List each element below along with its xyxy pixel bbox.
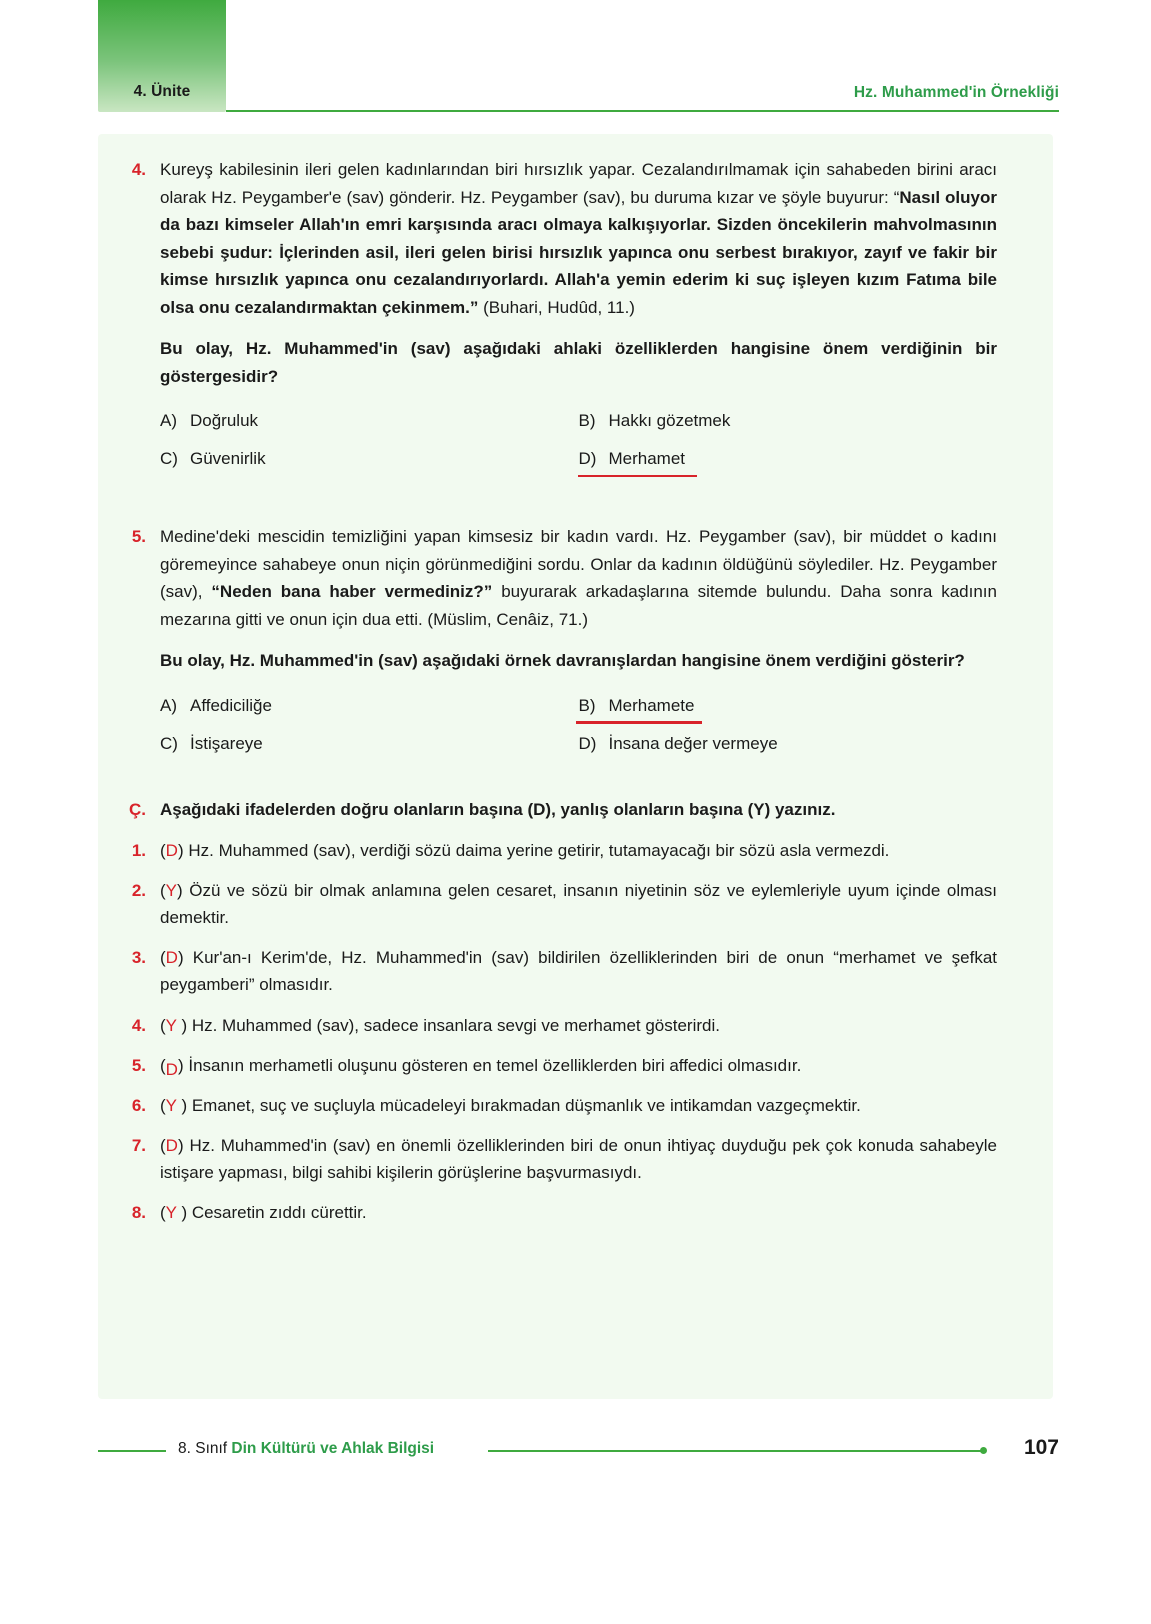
item-answer[interactable]: Y <box>165 1095 177 1115</box>
item-text: Hz. Muhammed (sav), verdiği sözü daima yerine getirir, tutamayacağı bir sözü asla vermezdi. <box>188 840 890 860</box>
item-number: 4. <box>131 1015 146 1035</box>
option-c-text: İstişareye <box>190 733 263 753</box>
item-text: Emanet, suç ve suçluyla mücadeleyi bırakmadan düşmanlık ve intikamdan vazgeçmektir. <box>191 1095 861 1115</box>
question-text-part2: buyurarak arkadaşlarına sitemde bulundu. Daha sonra kadının mezarına gitti ve onun için dua etti. (Müslim, Cenâiz, 71.) <box>160 582 997 629</box>
option-c[interactable] <box>160 440 579 478</box>
option-b-text: Merhamete <box>609 692 695 720</box>
option-d-label: D) <box>578 448 597 468</box>
item-answer[interactable]: D <box>165 948 178 968</box>
option-d-text: İnsana değer vermeye <box>608 733 778 753</box>
item-body: (D) Hz. Muhammed (sav), verdiği sözü daima yerine getirir, tutamayacağı bir sözü asla vermezdi. <box>160 840 890 860</box>
chapter-title: Hz. Muhammed'in Örnekliği <box>853 84 1059 101</box>
item-answer[interactable]: Y <box>165 880 178 900</box>
option-b-label: B) <box>578 411 596 431</box>
item-text: Hz. Muhammed (sav), sadece insanlara sevgi ve merhamet gösterirdi. <box>191 1015 720 1035</box>
option-c-text: Güvenirlik <box>190 448 266 468</box>
item-body: (Y ) Hz. Muhammed (sav), sadece insanlara sevgi ve merhamet gösterirdi. <box>160 1015 720 1035</box>
truefalse-item <box>98 1199 1053 1226</box>
footer-grade: 8. Sınıf <box>178 1440 232 1457</box>
item-answer[interactable]: Y <box>165 1203 177 1223</box>
item-answer[interactable]: D <box>165 840 178 860</box>
question-text-part1: Medine'deki mescidin temizliğini yapan kimsesiz bir kadın vardı. Hz. Peygamber (sav), bir müddet o kadını göremeyince sahabeye onun niçin görünmediğini sordu. Onlar da kadının öldüğünü söylediler. Hz. Peygamber (sav), <box>160 527 997 602</box>
truefalse-item <box>98 1052 1053 1079</box>
item-number: 6. <box>131 1095 146 1115</box>
item-text: Cesaretin zıddı cürettir. <box>191 1203 367 1223</box>
option-a[interactable] <box>160 687 579 725</box>
option-a[interactable] <box>160 402 579 440</box>
item-number: 8. <box>131 1203 146 1223</box>
truefalse-item <box>98 837 1053 864</box>
section-instruction: Aşağıdaki ifadelerden doğru olanların başına (D), yanlış olanların başına (Y) yazınız. <box>160 800 836 820</box>
truefalse-item <box>98 944 1053 998</box>
page-number: 107 <box>1023 1436 1059 1459</box>
unit-label: 4. Ünite <box>133 83 191 100</box>
item-body: (Y) Özü ve sözü bir olmak anlamına gelen cesaret, insanın niyetinin söz ve eylemleriyle uyum içinde olması demektir. <box>160 880 997 927</box>
section-letter: Ç. <box>129 800 146 820</box>
question-number: 4. <box>131 160 146 179</box>
option-list <box>160 687 997 762</box>
option-a-label: A) <box>160 411 177 431</box>
header-divider <box>226 110 1059 112</box>
question-body <box>160 523 997 762</box>
question-text-bold: “Neden bana haber vermediniz?” <box>211 582 493 602</box>
item-text: Kur'an-ı Kerim'de, Hz. Muhammed'in (sav) bildirilen özelliklerinden biri de onun “merhamet ve şefkat peygamberi” olmasıdır. <box>160 948 998 995</box>
footer-divider-left <box>98 1450 166 1452</box>
question-text-part2: (Buhari, Hudûd, 11.) <box>478 297 635 317</box>
footer-subject: Din Kültürü ve Ahlak Bilgisi <box>231 1440 435 1457</box>
question-prompt: Bu olay, Hz. Muhammed'in (sav) aşağıdaki ahlaki özelliklerden hangisine önem verdiğinin bir göstergesidir? <box>160 339 997 386</box>
item-answer[interactable]: D <box>165 1059 178 1079</box>
item-text: Hz. Muhammed'in (sav) en önemli özelliklerinden biri de onun ihtiyaç duyduğu pek çok konuda sahabeyle istişare yapması, bilgi sahibi kişilerin görüşlerine başvurmasıydı. <box>160 1136 997 1183</box>
option-a-text: Doğruluk <box>190 411 259 431</box>
option-c-label: C) <box>160 733 178 753</box>
question-number: 5. <box>131 527 146 547</box>
item-text: Özü ve sözü bir olmak anlamına gelen cesaret, insanın niyetinin söz ve eylemleriyle uyum içinde olması demektir. <box>160 880 997 927</box>
item-number: 7. <box>131 1136 146 1156</box>
item-number: 5. <box>131 1055 146 1075</box>
option-d-selected[interactable] <box>579 440 998 478</box>
question-text-bold: Nasıl oluyor da bazı kimseler Allah'ın emri karşısında aracı olmaya kalkışıyorlar. Sizden öncekilerin mahvolmasının sebebi şudur: İçlerinden asil, ileri gelen birisi hırsızlık yapınca onu serbest bırakıyor, zayıf ve fakir bir kimse hırsızlık yapınca onu cezalandırıyorlardı. Allah'a yemin ederim ki suç işleyen kızım Fatıma bile olsa onu cezalandırmaktan çekinmem.” <box>160 187 997 317</box>
item-body: (Y ) Emanet, suç ve suçluyla mücadeleyi bırakmadan düşmanlık ve intikamdan vazgeçmektir. <box>160 1095 861 1115</box>
item-body: (D) Hz. Muhammed'in (sav) en önemli özelliklerinden biri de onun ihtiyaç duyduğu pek çok konuda sahabeyle istişare yapması, bilgi sahibi kişilerin görüşlerine başvurmasıydı. <box>160 1136 997 1183</box>
item-body: (D) İnsanın merhametli oluşunu gösteren en temel özelliklerden biri affedici olmasıdır. <box>160 1052 997 1079</box>
option-b-text: Hakkı gözetmek <box>608 411 731 431</box>
option-a-label: A) <box>160 695 177 715</box>
section-heading <box>98 796 1053 824</box>
option-d-label: D) <box>578 733 597 753</box>
item-body: (D) Kur'an-ı Kerim'de, Hz. Muhammed'in (sav) bildirilen özelliklerinden biri de onun “merhamet ve şefkat peygamberi” olmasıdır. <box>160 948 998 995</box>
item-answer[interactable]: Y <box>165 1015 177 1035</box>
option-b-selected[interactable] <box>579 687 998 725</box>
truefalse-item <box>98 1092 1053 1119</box>
option-b-label: B) <box>578 695 596 715</box>
question-item <box>98 523 1053 762</box>
option-a-text: Affediciliğe <box>190 695 272 715</box>
item-text: İnsanın merhametli oluşunu gösteren en temel özelliklerden biri affedici olmasıdır. <box>188 1055 802 1075</box>
truefalse-item <box>98 877 1053 931</box>
item-answer[interactable]: D <box>165 1136 178 1156</box>
truefalse-item <box>98 1132 1053 1186</box>
footer-book-title <box>178 1440 434 1458</box>
question-text-part1: Kureyş kabilesinin ileri gelen kadınlarından biri hırsızlık yapar. Cezalandırılmamak için sahabeden birini aracı olarak Hz. Peygamber'e (sav) gönderir. Hz. Peygamber (sav), bu duruma kızar ve şöyle buyurur: “ <box>160 160 997 207</box>
option-c[interactable] <box>160 725 579 763</box>
item-body: (Y ) Cesaretin zıddı cürettir. <box>160 1203 367 1223</box>
item-number: 2. <box>131 880 146 900</box>
option-b[interactable] <box>579 402 998 440</box>
option-d-text: Merhamet <box>609 445 686 473</box>
footer-divider-right <box>488 1450 981 1452</box>
truefalse-item <box>98 1012 1053 1039</box>
option-c-label: C) <box>160 448 178 468</box>
item-number: 1. <box>131 840 146 860</box>
page-content <box>98 134 1053 1227</box>
question-prompt: Bu olay, Hz. Muhammed'in (sav) aşağıdaki örnek davranışlardan hangisine önem verdiğini gösterir? <box>160 651 965 671</box>
page-footer <box>98 1436 1059 1466</box>
option-list <box>160 402 997 477</box>
item-number: 3. <box>131 948 146 968</box>
option-d[interactable] <box>579 725 998 763</box>
question-item <box>98 156 1053 477</box>
footer-dot-marker <box>980 1447 987 1454</box>
question-body <box>160 156 997 477</box>
